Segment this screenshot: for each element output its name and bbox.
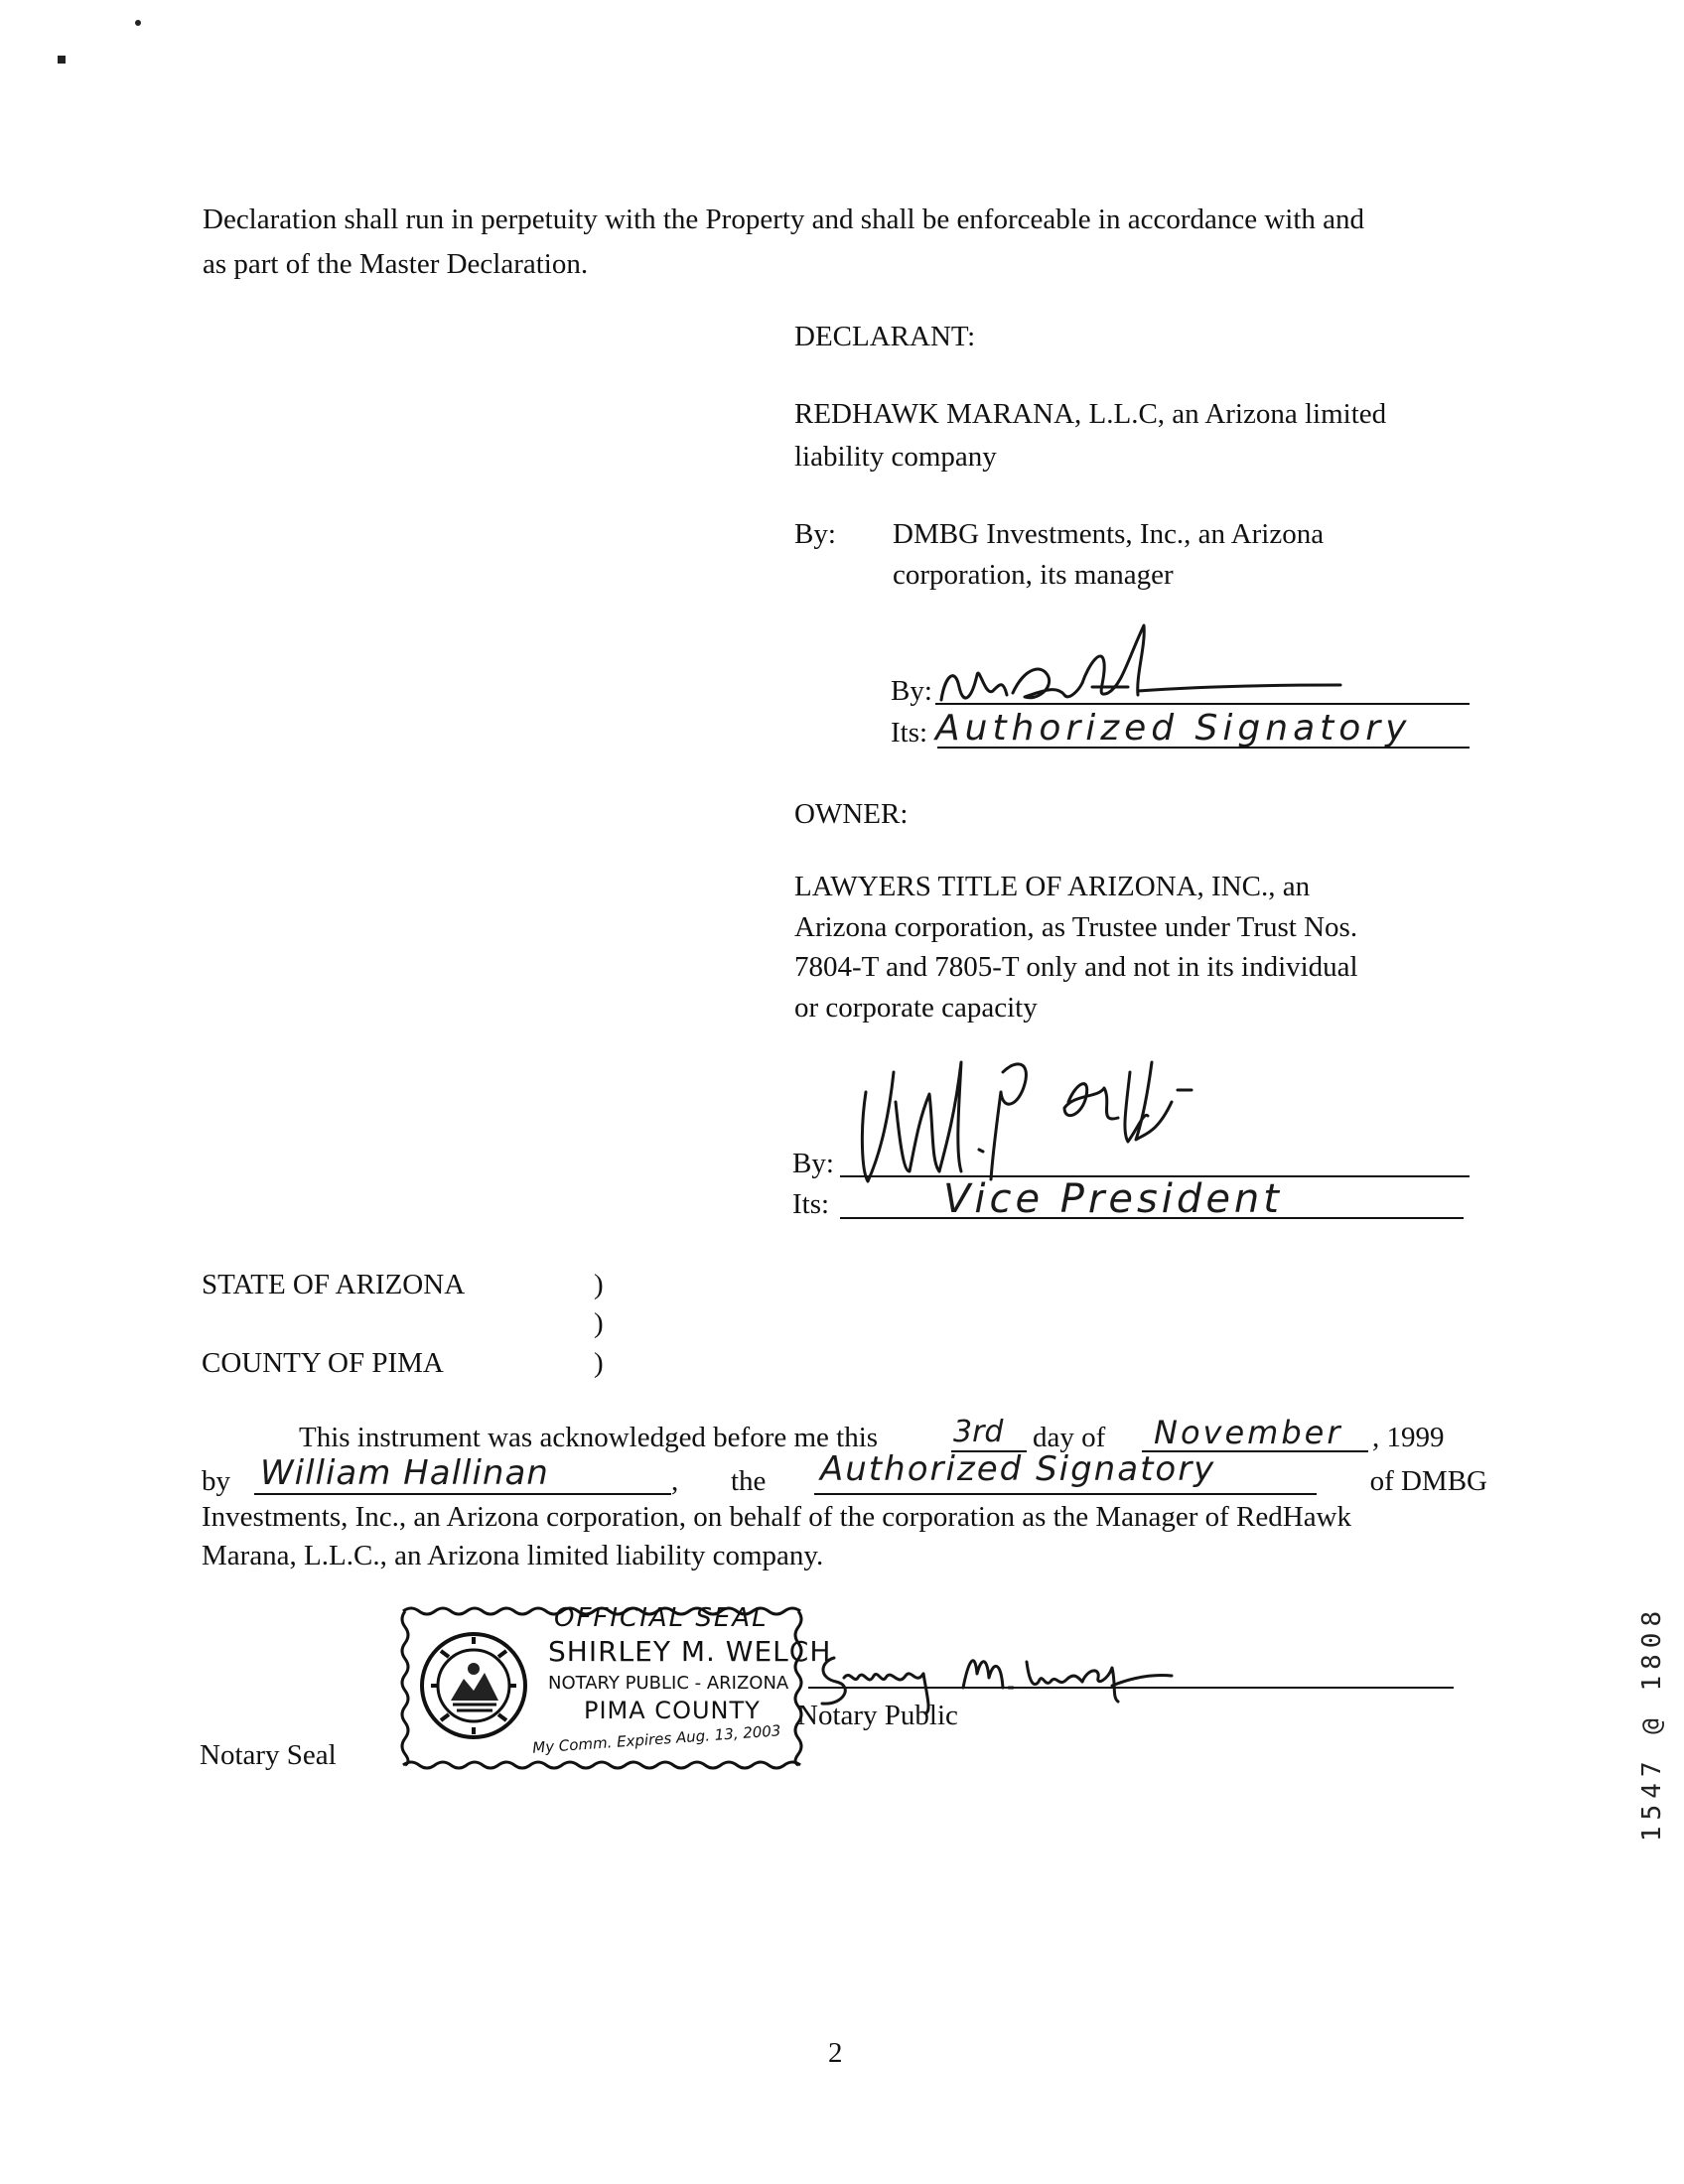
ack-comma: , xyxy=(671,1465,679,1497)
margin-recording-stamp xyxy=(1634,1567,1670,1879)
declarant-heading: DECLARANT: xyxy=(794,321,976,352)
ack-line-3: Investments, Inc., an Arizona corporation, on behalf of the corporation as the Manager of RedHawk xyxy=(202,1501,1352,1533)
ack-name-line xyxy=(254,1493,671,1495)
declarant-by-entity-line-1: DMBG Investments, Inc., an Arizona xyxy=(893,518,1325,550)
venue-paren-1: ) xyxy=(594,1269,604,1300)
venue-paren-2: ) xyxy=(594,1307,604,1339)
owner-signature xyxy=(844,1032,1321,1191)
ack-the: the xyxy=(731,1465,767,1497)
ack-name-handwritten: William Hallinan xyxy=(260,1453,549,1493)
owner-its-handwritten: Vice President xyxy=(943,1176,1283,1222)
scan-speck xyxy=(58,56,66,64)
ack-month-handwritten: November xyxy=(1154,1414,1343,1451)
declarant-by-label: By: xyxy=(794,518,836,550)
ack-day-handwritten: 3rd xyxy=(953,1415,1004,1449)
seal-line-3: NOTARY PUBLIC - ARIZONA xyxy=(548,1673,789,1694)
intro-line-1: Declaration shall run in perpetuity with the Property and shall be enforceable in accordance with and xyxy=(203,204,1365,235)
declarant-name-line-1: REDHAWK MARANA, L.L.C, an Arizona limited xyxy=(794,398,1387,430)
venue-county: COUNTY OF PIMA xyxy=(202,1347,444,1379)
margin-stamp-text: 1547 @ 1808 xyxy=(1637,1604,1667,1842)
ack-by: by xyxy=(202,1465,230,1497)
declarant-signature xyxy=(933,606,1350,715)
ack-line-1-part-b: day of xyxy=(1033,1422,1106,1453)
owner-name-line-4: or corporate capacity xyxy=(794,992,1038,1024)
notary-public-label: Notary Public xyxy=(797,1700,958,1731)
notary-signature xyxy=(814,1628,1231,1717)
declarant-signature-its-label: Its: xyxy=(891,717,928,749)
declarant-name-line-2: liability company xyxy=(794,441,997,473)
owner-signature-by-label: By: xyxy=(792,1148,834,1179)
ack-line-1-part-a: This instrument was acknowledged before me this xyxy=(299,1422,879,1453)
notary-seal-label: Notary Seal xyxy=(200,1739,337,1771)
seal-line-2: SHIRLEY M. WELCH xyxy=(548,1635,832,1668)
venue-state: STATE OF ARIZONA xyxy=(202,1269,466,1300)
ack-line-1-part-c: , 1999 xyxy=(1372,1422,1445,1453)
owner-heading: OWNER: xyxy=(794,798,909,830)
owner-name-line-1: LAWYERS TITLE OF ARIZONA, INC., an xyxy=(794,871,1311,902)
notary-official-seal xyxy=(399,1591,832,1773)
declarant-signature-by-label: By: xyxy=(891,675,932,707)
owner-name-line-2: Arizona corporation, as Trustee under Trust Nos. xyxy=(794,911,1358,943)
seal-line-1: OFFICIAL SEAL xyxy=(554,1603,769,1633)
venue-paren-3: ) xyxy=(594,1347,604,1379)
owner-name-line-3: 7804-T and 7805-T only and not in its individual xyxy=(794,951,1358,983)
ack-title-line xyxy=(814,1493,1317,1495)
ack-line-4: Marana, L.L.C., an Arizona limited liability company. xyxy=(202,1540,824,1571)
seal-line-4: PIMA COUNTY xyxy=(584,1697,761,1724)
owner-signature-its-label: Its: xyxy=(792,1188,830,1220)
declarant-by-entity-line-2: corporation, its manager xyxy=(893,559,1174,591)
ack-title-handwritten: Authorized Signatory xyxy=(820,1449,1216,1489)
seal-line-5: My Comm. Expires Aug. 13, 2003 xyxy=(531,1721,781,1757)
declarant-its-handwritten: Authorized Signatory xyxy=(935,708,1412,749)
state-seal-emblem-icon xyxy=(419,1631,528,1740)
ack-of-dmbg: of DMBG xyxy=(1369,1465,1487,1497)
scan-speck xyxy=(135,20,141,26)
intro-line-2: as part of the Master Declaration. xyxy=(203,248,589,280)
page-number: 2 xyxy=(828,2037,843,2069)
